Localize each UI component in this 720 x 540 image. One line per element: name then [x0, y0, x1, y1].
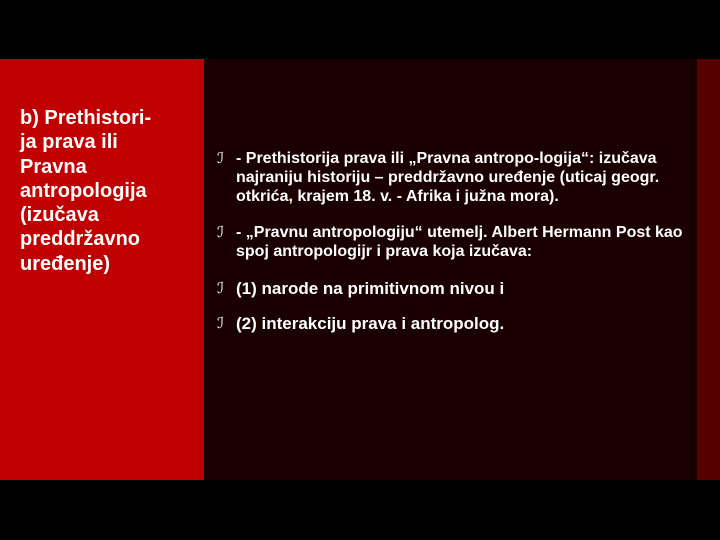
slide-title-line: ja prava ili: [20, 131, 118, 154]
bullet-text: - „Pravnu antropologiju“ utemelj. Albert Hermann Post kao spoj antropologijr i prava koja izučava:: [236, 224, 683, 260]
bullet-item: [217, 223, 684, 261]
swash-bullet-icon: ℐ: [217, 150, 225, 167]
bullet-item: [217, 149, 684, 206]
slide-title-line: preddržavno: [20, 228, 141, 251]
swash-bullet-icon: ℐ: [217, 224, 225, 241]
swash-bullet-icon: ℐ: [217, 315, 225, 332]
bullet-text: (2) interakciju prava i antropolog.: [236, 314, 505, 333]
right-accent-stripe: [697, 59, 720, 480]
bullet-list: [217, 149, 684, 333]
bullet-item: [217, 314, 684, 333]
slide-title-line: (izučava: [20, 204, 99, 227]
slide-title: [20, 106, 200, 276]
bullet-text: (1) narode na primitivnom nivou i: [236, 279, 505, 298]
swash-bullet-icon: ℐ: [217, 280, 225, 297]
slide-title-line: Pravna: [20, 155, 87, 178]
bullet-text: - Prethistorija prava ili „Pravna antropo-logija“: izučava najraniju historiju – preddržavno uređenje (uticaj geogr. otkrića, krajem 18. v. - Afrika i južna mora).: [236, 150, 660, 205]
slide-title-line: b) Prethistori-: [20, 107, 152, 129]
slide-title-line: uređenje): [20, 252, 111, 275]
bullet-item: [217, 279, 684, 298]
slide-title-line: antropologija: [20, 179, 147, 202]
